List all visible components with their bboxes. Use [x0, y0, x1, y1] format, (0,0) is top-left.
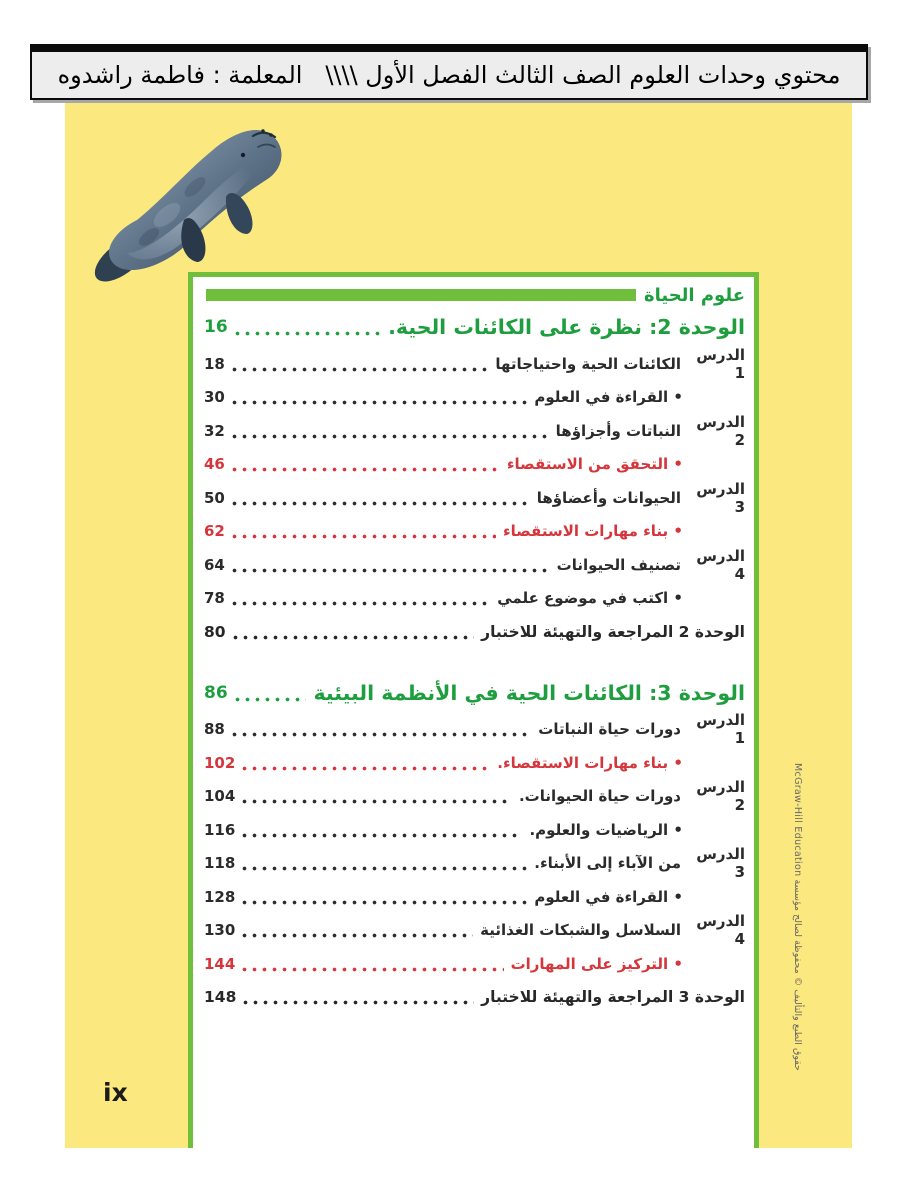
- page-number: ix: [103, 1078, 128, 1107]
- toc-units: [204, 309, 745, 1014]
- toc-row: [204, 914, 745, 948]
- toc-content-box: [188, 272, 759, 1148]
- toc-row: [204, 448, 745, 482]
- toc-entry-page: 130: [204, 921, 236, 940]
- dot-leader: [233, 635, 475, 640]
- toc-entry-page: 46: [204, 455, 225, 474]
- toc-entry-title: • بناء مهارات الاستقصاء.: [497, 753, 683, 772]
- toc-entry-title: النباتات وأجزاؤها: [555, 421, 681, 440]
- dot-leader: [242, 967, 503, 972]
- toc-row: [204, 548, 745, 582]
- toc-entry-page: 116: [204, 820, 236, 839]
- lesson-label: الدرس 4: [696, 912, 745, 949]
- toc-entry-page: 62: [204, 522, 225, 541]
- dot-leader: [232, 434, 549, 439]
- toc-entry-title: • التحقق من الاستقصاء: [506, 455, 683, 474]
- dot-leader: [242, 900, 527, 905]
- toc-row: [204, 780, 745, 814]
- toc-row: [204, 947, 745, 981]
- toc-row: [204, 414, 745, 448]
- lesson-label: الدرس 1: [696, 345, 745, 382]
- dot-leader: [232, 732, 531, 737]
- lesson-label: الدرس 3: [696, 845, 745, 882]
- lesson-label: الدرس 3: [696, 479, 745, 516]
- toc-entry-title: تصنيف الحيوانات: [556, 555, 681, 574]
- manatee-image: [87, 103, 305, 293]
- unit-title-row: [204, 309, 745, 345]
- dot-leader: [232, 467, 500, 472]
- toc-entry-page: 144: [204, 954, 236, 973]
- toc-row: [204, 813, 745, 847]
- toc-entry-title: الحيوانات وأعضاؤها: [536, 488, 681, 507]
- unit-title-text: الوحدة 3: الكائنات الحية في الأنظمة البيئية: [313, 680, 745, 705]
- manatee-eye: [241, 153, 245, 157]
- toc-entry-page: 128: [204, 887, 236, 906]
- toc-entry-title: الوحدة 3 المراجعة والتهيئة للاختبار: [481, 988, 745, 1007]
- section-label: علوم الحياة: [643, 284, 745, 306]
- lesson-label: الدرس 2: [696, 778, 745, 815]
- toc-row: [204, 582, 745, 616]
- toc-row: [204, 381, 745, 415]
- toc-entry-page: 78: [204, 589, 225, 608]
- toc-row: [204, 347, 745, 381]
- unit-block: [204, 309, 745, 649]
- manatee-flipper: [226, 193, 253, 234]
- unit-title-text: الوحدة 2: نظرة على الكائنات الحية.: [388, 315, 745, 339]
- toc-entry-page: 32: [204, 421, 225, 440]
- toc-entry-title: دورات حياة النباتات: [538, 720, 681, 739]
- unit-page-number: 86: [204, 682, 228, 703]
- dot-leader: [242, 766, 490, 771]
- toc-entry-title: السلاسل والشبكات الغذائية: [480, 921, 681, 940]
- dot-leader: [242, 799, 512, 804]
- toc-entry-page: 80: [204, 622, 226, 641]
- toc-entry-title: من الآباء إلى الأبناء.: [534, 854, 681, 873]
- classroom-header-bar: [30, 44, 868, 100]
- toc-entry-page: 88: [204, 720, 225, 739]
- classroom-header-title: محتوي وحدات العلوم الصف الثالث الفصل الأول \\\\ المعلمة : فاطمة راشدوه: [57, 61, 841, 89]
- toc-row: [204, 746, 745, 780]
- lesson-label: الدرس 1: [696, 711, 745, 748]
- lesson-label: الدرس 2: [696, 412, 745, 449]
- dot-leader: [232, 367, 489, 372]
- toc-entry-title: • القراءة في العلوم: [534, 388, 683, 407]
- toc-entry-title: • الرياضيات والعلوم.: [529, 820, 683, 839]
- dot-leader: [232, 501, 530, 506]
- lesson-label: الدرس 4: [696, 546, 745, 583]
- toc-entry-page: 64: [204, 555, 225, 574]
- dot-leader: [235, 331, 381, 336]
- copyright-text: حقوق الطبع والتأليف © محفوظة لصالح مؤسسة McGraw-Hill Education: [792, 763, 803, 1071]
- toc-entry-title: الكائنات الحية واحتياجاتها: [495, 354, 681, 373]
- toc-entry-title: • القراءة في العلوم: [534, 887, 683, 906]
- dot-leader: [232, 400, 528, 405]
- toc-row: [204, 880, 745, 914]
- toc-entry-title: دورات حياة الحيوانات.: [518, 787, 681, 806]
- toc-row: [204, 515, 745, 549]
- toc-entry-page: 18: [204, 354, 225, 373]
- unit-page-number: 16: [204, 317, 228, 337]
- dot-leader: [232, 568, 550, 573]
- dot-leader: [243, 1000, 474, 1005]
- toc-row: [204, 981, 745, 1015]
- toc-entry-page: 104: [204, 787, 236, 806]
- dot-leader: [232, 534, 496, 539]
- dot-leader: [242, 933, 473, 938]
- unit-block: [204, 675, 745, 1015]
- toc-entry-page: 148: [204, 988, 237, 1007]
- toc-row: [204, 847, 745, 881]
- toc-entry-page: 50: [204, 488, 225, 507]
- unit-title-row: [204, 675, 745, 711]
- book-page: [65, 103, 852, 1148]
- toc-entry-title: • اكتب في موضوع علمي: [497, 589, 683, 608]
- dot-leader: [242, 866, 527, 871]
- dot-leader: [235, 697, 307, 702]
- dot-leader: [242, 833, 522, 838]
- toc-entry-title: • بناء مهارات الاستقصاء: [502, 522, 683, 541]
- toc-row: [204, 615, 745, 649]
- toc-row: [204, 713, 745, 747]
- toc-entry-page: 118: [204, 854, 236, 873]
- toc-entry-page: 102: [204, 753, 236, 772]
- toc-row: [204, 481, 745, 515]
- toc-entry-title: الوحدة 2 المراجعة والتهيئة للاختبار: [481, 622, 745, 641]
- toc-entry-title: • التركيز على المهارات: [510, 954, 683, 973]
- dot-leader: [232, 601, 490, 606]
- toc-entry-page: 30: [204, 388, 225, 407]
